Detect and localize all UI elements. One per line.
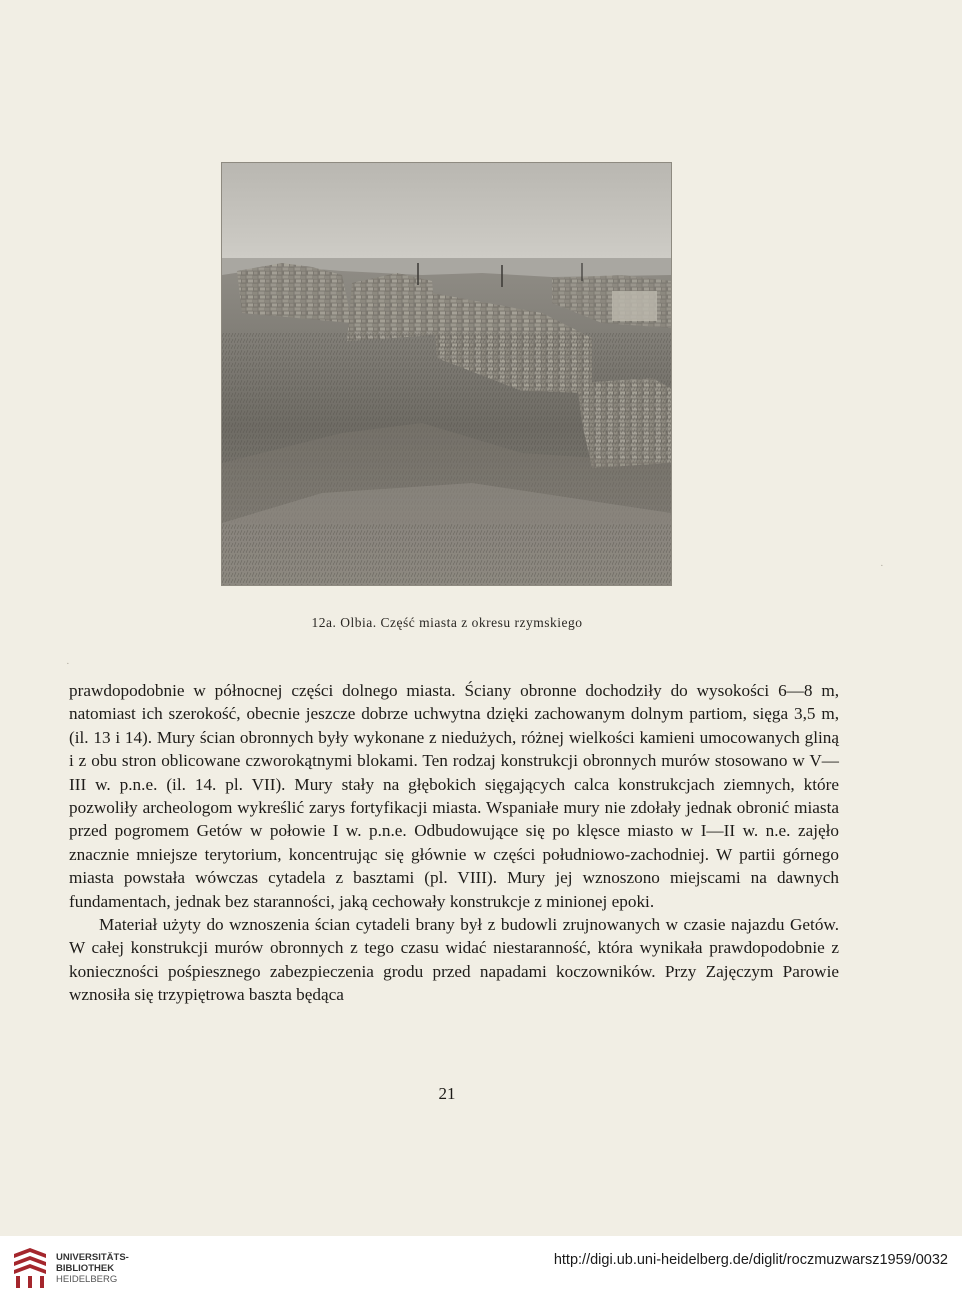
figure-caption: 12a. Olbia. Część miasta z okresu rzymskiego — [311, 615, 583, 630]
logo-line-2: BIBLIOTHEK — [56, 1262, 115, 1274]
logo-line-1: UNIVERSITÄTS- — [56, 1251, 129, 1263]
logo-line-3: HEIDELBERG — [56, 1273, 118, 1285]
ruins-photo-icon — [222, 163, 671, 585]
ruins-photo — [221, 162, 672, 586]
library-name — [56, 1252, 129, 1285]
digitization-footer — [0, 1236, 962, 1306]
page-number: 21 — [438, 1084, 456, 1103]
scan-speck: · — [880, 560, 884, 572]
scan-speck: · — [66, 658, 70, 670]
paragraph-1: prawdopodobnie w północnej części dolnego miasta. Ściany obronne dochodziły do wysokości 6—8 m, natomiast ich szerokość, obecnie jeszcze dobrze uchwytna dzięki zachowanym dolnym partiom, sięga 3,5 m, (il. 13 i 14). Mury ścian obronnych były wykonane z niedużych, różnej wielkości kamieni umocowanych gliną i z obu stron oblicowane czworokątnymi blokami. Ten rodzaj konstrukcji obronnych murów stosowano w V—III w. p.n.e. (il. 14. pl. VII). Mury stały na głębokich sięgających calca konstrukcjach ziemnych, które pozwoliły archeologom wykreślić zarys fortyfikacji miasta. Wspaniałe mury nie zdołały jednak obronić miasta przed pogromem Getów w połowie I w. p.n.e. Odbudowujące się po klęsce miasto w I—II w. n.e. zajęło znacznie mniejsze terytorium, koncentrując się głównie w części południowo-zachodniej. W partii górnego miasta powstała wówczas cytadela z basztami (pl. VIII). Mury jej wznoszono miejscami na dawnych fundamentach, jednak bez staranności, jaką cechowały konstrukcje z minionej epoki. — [69, 681, 839, 911]
body-text — [69, 679, 839, 1007]
paragraph-2: Materiał użyty do wznoszenia ścian cytadeli brany był z budowli zrujnowanych w czasie najazdu Getów. W całej konstrukcji murów obronnych z tego czasu widać niestaranność, która wynikała prawdopodobnie z konieczności pośpiesznego zabezpieczenia grodu przed napadami koczowników. Przy Zajęczym Parowie wznosiła się trzypiętrowa baszta będąca — [69, 915, 839, 1005]
permalink-url[interactable]: http://digi.ub.uni-heidelberg.de/diglit/roczmuzwarsz1959/0032 — [553, 1252, 948, 1268]
library-logo-icon — [10, 1246, 50, 1290]
library-logo[interactable] — [10, 1246, 129, 1290]
